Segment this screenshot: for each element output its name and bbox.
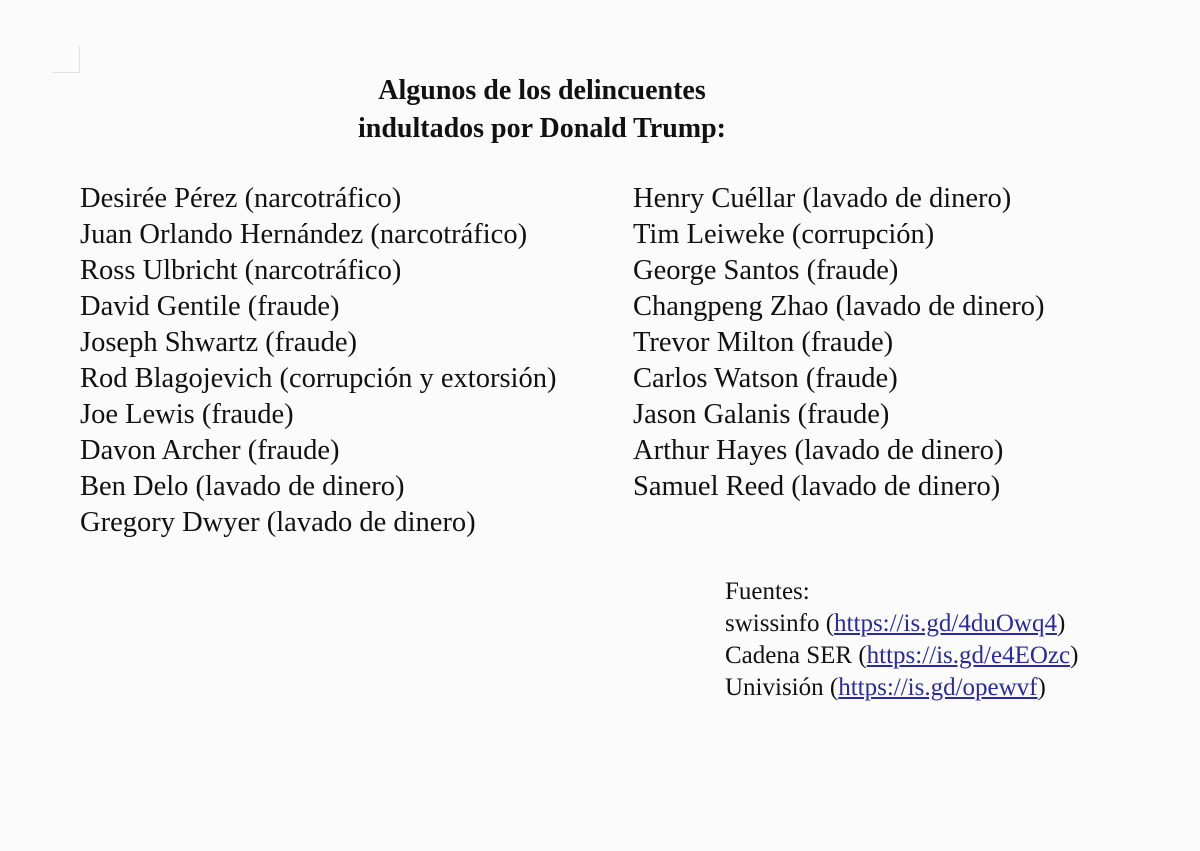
list-item: Rod Blagojevich (corrupción y extorsión) <box>80 363 557 394</box>
list-item: Arthur Hayes (lavado de dinero) <box>633 435 1004 466</box>
list-item: Juan Orlando Hernández (narcotráfico) <box>80 219 528 250</box>
list-item: Jason Galanis (fraude) <box>633 399 890 430</box>
source-link-cadena-ser[interactable]: https://is.gd/e4EOzc <box>866 642 1071 669</box>
list-item: Desirée Pérez (narcotráfico) <box>80 183 402 214</box>
sources-block <box>725 576 1078 704</box>
source-line-cadena-ser: Cadena SER (https://is.gd/e4EOzc) <box>725 642 1079 669</box>
list-item: David Gentile (fraude) <box>80 291 340 322</box>
right-name-list <box>633 181 1045 505</box>
list-item: Changpeng Zhao (lavado de dinero) <box>633 291 1045 322</box>
source-name: Cadena SER <box>725 642 853 669</box>
source-name: Univisión <box>725 674 824 701</box>
list-item: Samuel Reed (lavado de dinero) <box>633 471 1001 502</box>
list-item: Davon Archer (fraude) <box>80 435 340 466</box>
source-link-swissinfo[interactable]: https://is.gd/4duOwq4 <box>834 610 1057 637</box>
title-line-2: indultados por Donald Trump: <box>357 113 727 144</box>
list-item: Ben Delo (lavado de dinero) <box>80 471 405 502</box>
source-name: swissinfo <box>725 610 820 637</box>
page-corner-mark <box>52 46 80 73</box>
page-title <box>300 72 784 148</box>
source-link-univision[interactable]: https://is.gd/opewvf <box>838 674 1038 701</box>
list-item: Trevor Milton (fraude) <box>633 327 894 358</box>
list-item: George Santos (fraude) <box>633 255 899 286</box>
source-line-univision: Univisión (https://is.gd/opewvf) <box>725 674 1046 701</box>
source-line-swissinfo: swissinfo (https://is.gd/4duOwq4) <box>725 610 1066 637</box>
list-item: Gregory Dwyer (lavado de dinero) <box>80 507 476 538</box>
list-item: Joseph Shwartz (fraude) <box>80 327 357 358</box>
list-item: Ross Ulbricht (narcotráfico) <box>80 255 402 286</box>
list-item: Carlos Watson (fraude) <box>633 363 898 394</box>
left-name-list <box>80 181 556 541</box>
list-item: Joe Lewis (fraude) <box>80 399 294 430</box>
list-item: Tim Leiweke (corrupción) <box>633 219 935 250</box>
sources-heading: Fuentes: <box>725 578 810 605</box>
title-line-1: Algunos de los delincuentes <box>378 75 706 106</box>
list-item: Henry Cuéllar (lavado de dinero) <box>633 183 1012 214</box>
